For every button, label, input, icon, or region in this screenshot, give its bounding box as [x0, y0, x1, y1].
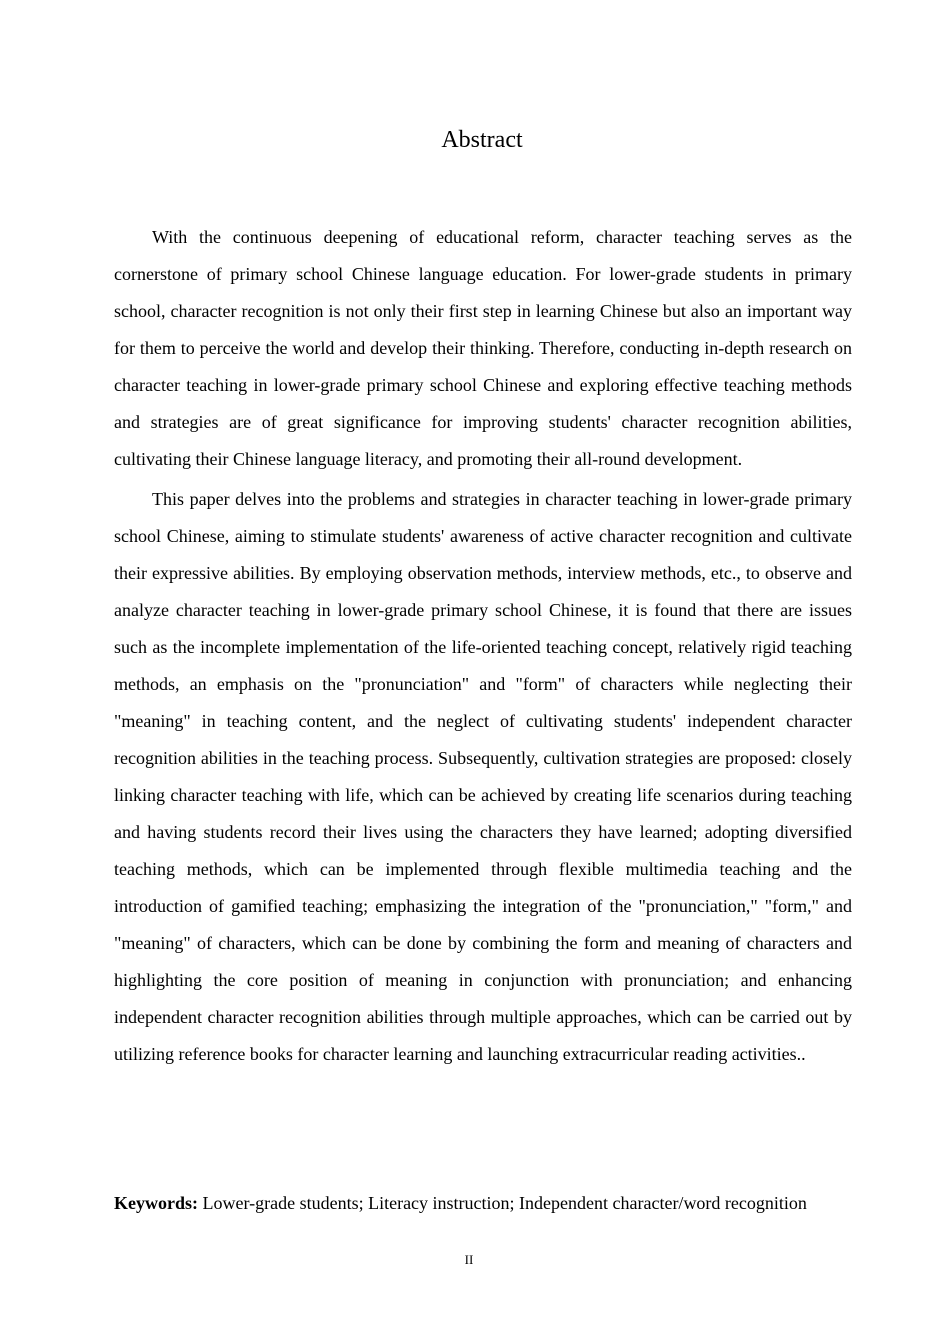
page-number: II — [464, 1252, 474, 1267]
abstract-paragraph-1: With the continuous deepening of educational reform, character teaching serves as the cornerstone of primary school Chinese language education. For lower-grade students in primary school, character recognition is not only their first step in learning Chinese but also an important way for them to perceive the world and develop their thinking. Therefore, conducting in-depth research on character teaching in lower-grade primary school Chinese and exploring effective teaching methods and strategies are of great significance for improving students' character recognition abilities, cultivating their Chinese language literacy, and promoting their all-round development. — [114, 227, 852, 469]
keywords-label: Keywords: — [114, 1193, 198, 1213]
keywords-text: Lower-grade students; Literacy instruction; Independent character/word recognition — [198, 1193, 807, 1213]
page-title: Abstract — [441, 127, 523, 153]
keywords-line — [114, 1187, 852, 1219]
abstract-body — [114, 219, 852, 1073]
abstract-paragraph-2: This paper delves into the problems and strategies in character teaching in lower-grade primary school Chinese, aiming to stimulate students' awareness of active character recognition and cultivate their expressive abilities. By employing observation methods, interview methods, etc., to observe and analyze character teaching in lower-grade primary school Chinese, it is found that there are issues such as the incomplete implementation of the life-oriented teaching concept, relatively rigid teaching methods, an emphasis on the "pronunciation" and "form" of characters while neglecting their "meaning" in teaching content, and the neglect of cultivating students' independent character recognition abilities in the teaching process. Subsequently, cultivation strategies are proposed: closely linking character teaching with life, which can be achieved by creating life scenarios during teaching and having students record their lives using the characters they have learned; adopting diversified teaching methods, which can be implemented through flexible multimedia teaching and the introduction of gamified teaching; emphasizing the integration of the "pronunciation," "form," and "meaning" of characters, which can be done by combining the form and meaning of characters and highlighting the core position of meaning in conjunction with pronunciation; and enhancing independent character recognition abilities through multiple approaches, which can be carried out by utilizing reference books for character learning and launching extracurricular reading activities.. — [114, 489, 852, 1064]
